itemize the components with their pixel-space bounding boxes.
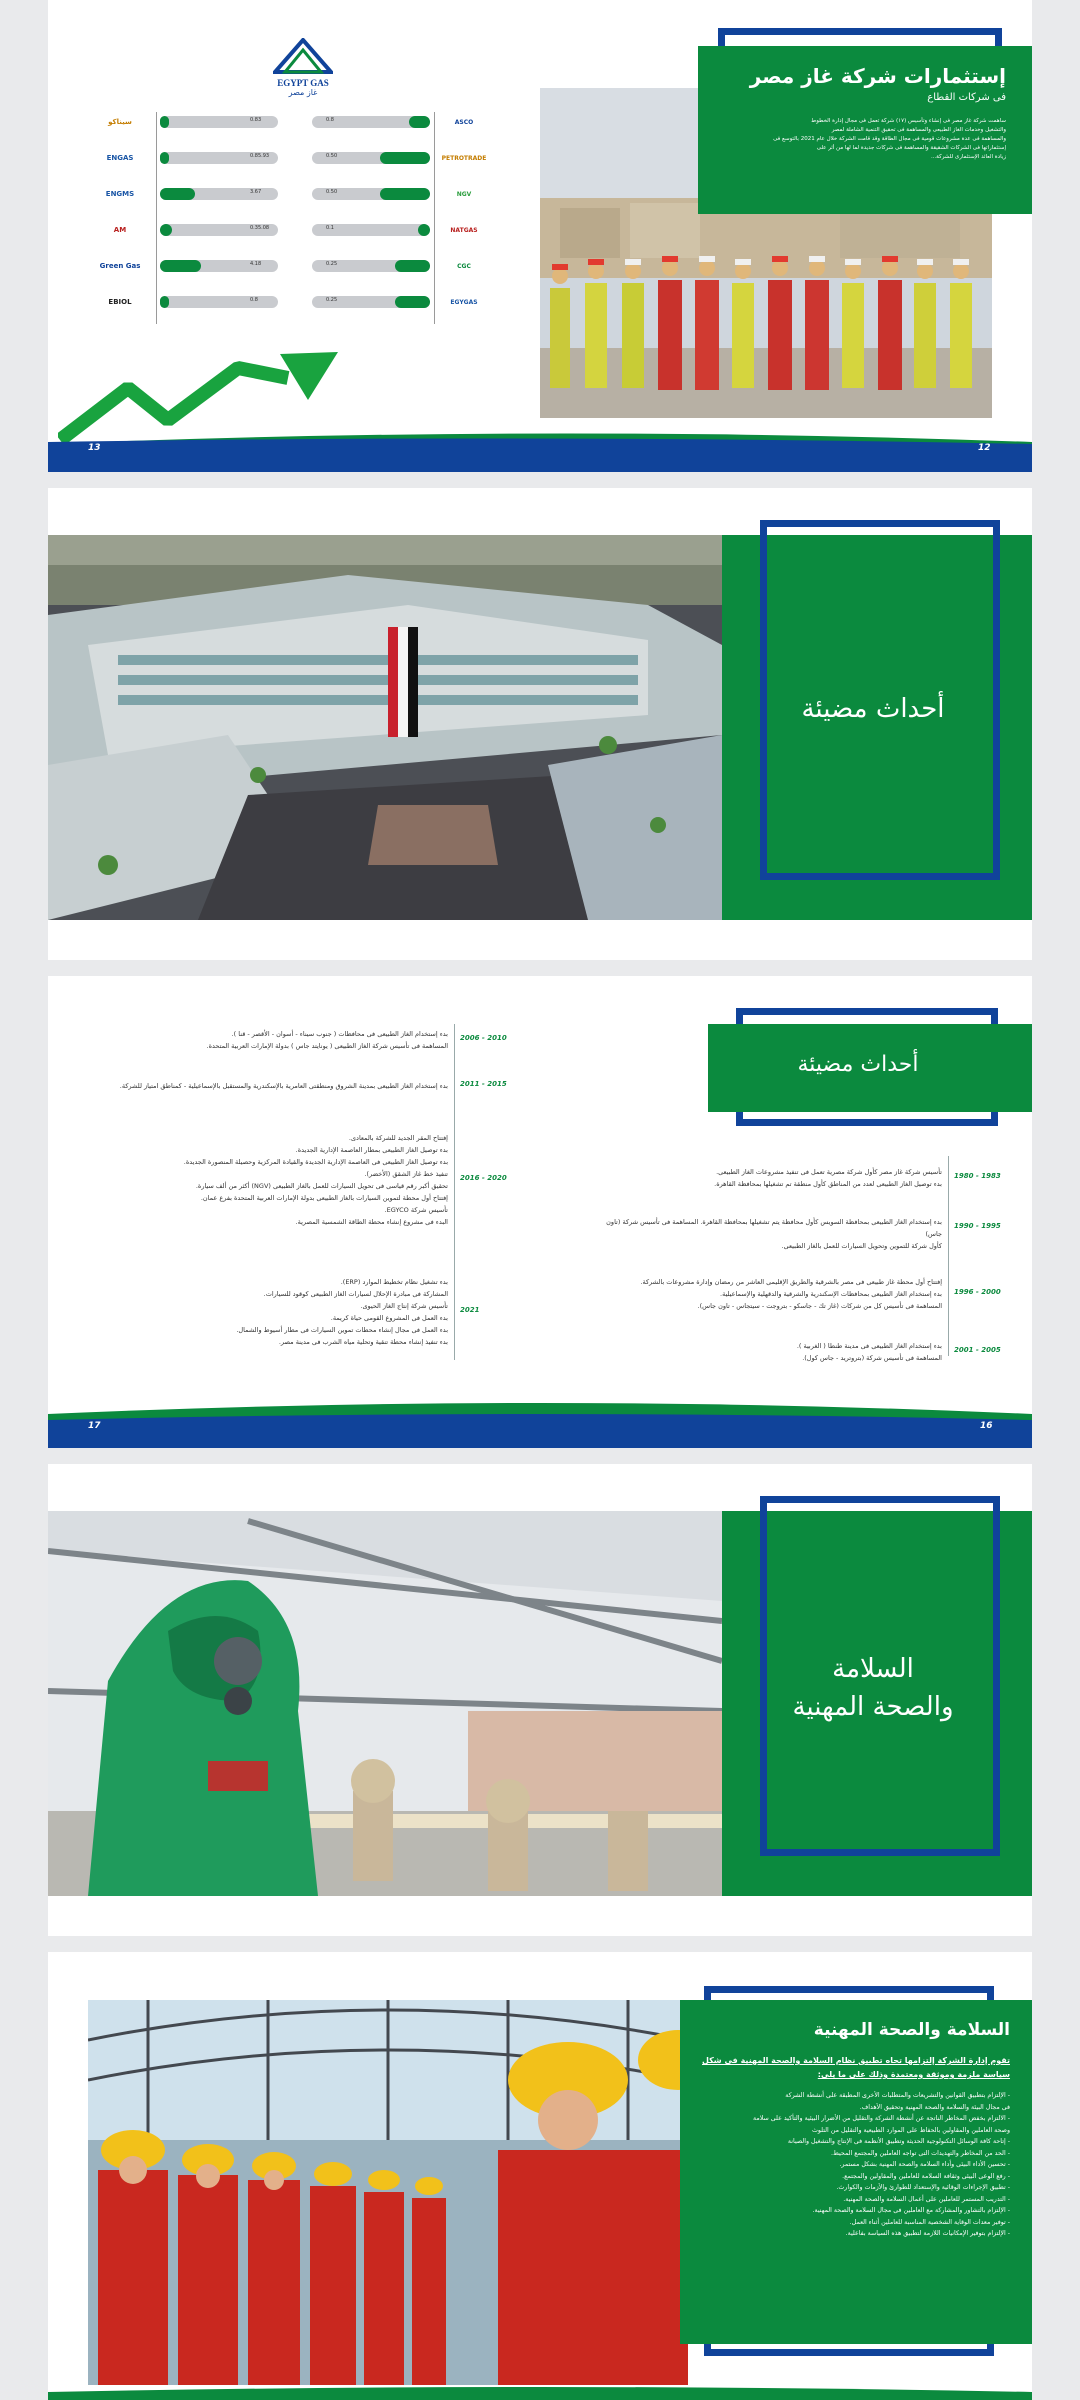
section-title-line2: والصحة المهنية bbox=[792, 1692, 954, 1722]
left-investment-bar bbox=[160, 116, 278, 128]
footer-wave bbox=[48, 1396, 1032, 1448]
left-company-logo: AM bbox=[113, 226, 127, 234]
timeline-year: 1980 - 1983 bbox=[954, 1172, 1001, 1180]
timeline-line: بدء توصيل الغاز الطبيعى بمطار العاصمة الإدارية الجديدة. bbox=[295, 1146, 448, 1154]
left-investment-bar bbox=[160, 152, 278, 164]
right-bar-fill bbox=[395, 260, 430, 272]
policy-item: - تطبيق الإجراءات الوقائية والإستعداد للطوارئ والأزمات والكوارث. bbox=[836, 2184, 1010, 2191]
timeline-line: إفتتاح أول محطة لتموين السيارات بالغاز الطبيعى بدولة الإمارات العربية المتحدة بفرع عمان. bbox=[200, 1194, 448, 1202]
timeline-year: 1996 - 2000 bbox=[954, 1288, 1001, 1296]
timeline-line: تأسيس شركة EGYCO. bbox=[384, 1206, 448, 1214]
egypt-gas-logo-mark bbox=[273, 38, 333, 74]
left-bar-fill bbox=[160, 224, 172, 236]
right-company-logo: PETROTRADE bbox=[441, 154, 487, 162]
policy-item: - توفير معدات الوقاية الشخصية المناسبة للعاملين أثناء العمل. bbox=[849, 2218, 1010, 2226]
intro-text: ساهمت شركة غاز مصر فى إنشاء وتأسيس (١٧) شركة تعمل فى مجال إدارة الخطوط والتشغيل وخدمات الغاز الطبيعى والمساهمة فى تحقيق التنمية الشاملة لمصر والمساهمة فى عدة مشروعات قومية فى مجال الطاقة وقد قامت الشركة خلال عام 2021 بالتوسع فى إستثماراتها فى الشركات الشقيقة والمساهمة فى شركات جديدة لما لها من أثر على زيادة العائد الإستثمارى للشركة... bbox=[773, 118, 1006, 160]
workers-line-photo bbox=[88, 2000, 688, 2385]
headquarters-aerial-photo bbox=[48, 535, 722, 920]
timeline-line: بدء إستخدام الغاز الطبيعى بمدينة الشروق ومنطقتى العامرية بالإسكندرية والمستقبل بالإسماعيلية - كمناطق امتياز للشركة. bbox=[119, 1082, 448, 1090]
safety-policy-page bbox=[48, 1952, 1032, 2400]
right-investment-bar bbox=[312, 188, 430, 200]
left-bar-value: 3.67 bbox=[250, 189, 262, 195]
right-bar-value: 0.50 bbox=[326, 153, 338, 159]
timeline-line: كأول شركة للتموين وتحويل السيارات للعمل بالغاز الطبيعى. bbox=[781, 1242, 942, 1250]
right-bar-value: 0.25 bbox=[326, 297, 338, 303]
left-bar-fill bbox=[160, 188, 195, 200]
left-bar-value: 0.83 bbox=[250, 117, 262, 123]
timeline-year: 2011 - 2015 bbox=[460, 1080, 507, 1088]
footer-wave bbox=[48, 2382, 1032, 2400]
timeline-entry bbox=[78, 1080, 448, 1092]
timeline-line: بدء تشغيل نظام تخطيط الموارد (ERP). bbox=[340, 1278, 448, 1286]
right-company-logo: ASCO bbox=[454, 118, 474, 126]
timeline-line: بدء إستخدام الغاز الطبيعى بمحافظات الإسكندرية والشرقية والدقهلية والإسماعيلية. bbox=[720, 1290, 942, 1298]
left-investment-bar bbox=[160, 260, 278, 272]
right-bar-fill bbox=[418, 224, 430, 236]
section-divider-highlights bbox=[48, 488, 1032, 960]
timeline-line: بدء إستخدام الغاز الطبيعى بمحافظة السويس كأول محافظة يتم تشغيلها بمحافظة القاهرة. المساهمة فى تأسيس شركة (تاون جاس) bbox=[606, 1218, 942, 1238]
timeline-line: البدء فى مشروع إنشاء محطة الطاقة الشمسية المصرية. bbox=[295, 1218, 448, 1226]
right-investment-bar bbox=[312, 260, 430, 272]
left-company-logo: ENGAS bbox=[106, 154, 134, 162]
timeline-year: 2001 - 2005 bbox=[954, 1346, 1001, 1354]
right-bar-fill bbox=[409, 116, 430, 128]
left-bar-value: 0.8 bbox=[250, 297, 258, 303]
policy-item: - الإلتزام بتوفير الإمكانيات اللازمة لتطبيق هذه السياسة بفاعلية. bbox=[845, 2230, 1010, 2237]
left-investment-bar bbox=[160, 188, 278, 200]
page-title: السلامة والصحة المهنية bbox=[813, 2020, 1010, 2040]
gas-mask-worker-photo bbox=[48, 1511, 722, 1896]
right-company-logo: CGC bbox=[457, 262, 471, 270]
section-title-line1: السلامة bbox=[832, 1654, 914, 1684]
right-bar-value: 0.1 bbox=[326, 225, 334, 231]
policy-item: فى مجال البيئة والسلامة والصحة المهنية وتحقيق الأهداف. bbox=[859, 2103, 1010, 2111]
timeline-line: بدء توصيل الغاز الطبيعى لعدد من المناطق كأول منطقة تم تشغيلها بمحافظة القاهرة. bbox=[714, 1180, 942, 1188]
spread-timeline bbox=[48, 976, 1032, 1448]
title-box bbox=[680, 2000, 1032, 2344]
policy-item: - الالتزام بخفض المخاطر الناتجة عن أنشطة الشركة والتقليل من الأضرار البيئية والتأكيد على سلامة bbox=[752, 2115, 1010, 2122]
timeline-line: إفتتاح أول محطة غاز طبيعى فى مصر بالشرقية والطريق الإقليمى العاشر من رمضان وإدارة مشروعات بالشركة. bbox=[640, 1278, 942, 1286]
left-company-logo: EBIOL bbox=[108, 298, 132, 306]
right-bar-fill bbox=[380, 188, 430, 200]
page-subtitle: فى شركات القطاع bbox=[927, 92, 1006, 103]
timeline-entry bbox=[78, 1028, 448, 1052]
left-company-logo: Green Gas bbox=[99, 262, 141, 270]
divider-right bbox=[434, 112, 435, 324]
right-bar-value: 0.50 bbox=[326, 189, 338, 195]
right-bar-fill bbox=[380, 152, 430, 164]
timeline-entry bbox=[78, 1132, 448, 1228]
title-box bbox=[698, 46, 1032, 214]
policy-intro: تقوم إدارة الشركة إلتزامها تجاه تطبيق نظام السلامة والصحة المهنية فى شكل سياسة ملزمة وموثقة ومعتمدة وذلك على ما يلى: bbox=[702, 2056, 1010, 2079]
timeline-line: بدء العمل فى مجال إنشاء محطات تموين السيارات فى مطار أسيوط والشمال. bbox=[236, 1326, 448, 1334]
timeline-line: المساهمة فى تأسيس شركة (بتروتريد - جاس كول). bbox=[802, 1354, 942, 1362]
policy-item: - رفع الوعى البيئى وثقافة السلامة للعاملين والمقاولين والمجتمع. bbox=[842, 2172, 1010, 2180]
section-divider-safety bbox=[48, 1464, 1032, 1936]
right-bar-value: 0.25 bbox=[326, 261, 338, 267]
spread-investments bbox=[48, 0, 1032, 472]
footer-wave bbox=[48, 420, 1032, 472]
timeline-year: 2006 - 2010 bbox=[460, 1034, 507, 1042]
left-bar-fill bbox=[160, 116, 169, 128]
right-company-logo: NGV bbox=[456, 190, 472, 198]
timeline-entry bbox=[588, 1276, 942, 1312]
timeline-year: 2016 - 2020 bbox=[460, 1174, 507, 1182]
left-investment-bar bbox=[160, 224, 278, 236]
page-number-left: 13 bbox=[88, 443, 101, 453]
timeline-line: تحقيق أكبر رقم قياسى فى تحويل السيارات للعمل بالغاز الطبيعى (NGV) أكثر من ألف سيارة. bbox=[195, 1182, 448, 1190]
right-company-logo: NATGAS bbox=[450, 226, 478, 234]
page-number-right: 16 bbox=[980, 1421, 993, 1431]
page-number-left: 17 bbox=[88, 1421, 101, 1431]
right-investment-bar bbox=[312, 152, 430, 164]
policy-item: - تحسين الأداء البيئى وأداء السلامة والصحة المهنية بشكل مستمر. bbox=[839, 2161, 1010, 2168]
timeline-line: بدء العمل فى المشروع القومى حياة كريمة. bbox=[330, 1314, 448, 1322]
left-bar-fill bbox=[160, 152, 169, 164]
policy-items bbox=[698, 2090, 1010, 2240]
timeline-line: بدء إستخدام الغاز الطبيعى فى مدينة طنطا ( الغربية ). bbox=[796, 1342, 942, 1350]
left-investment-bar bbox=[160, 296, 278, 308]
left-bar-fill bbox=[160, 260, 201, 272]
page-title: إستثمارات شركة غاز مصر bbox=[749, 64, 1006, 88]
left-company-logo: ENGMS bbox=[105, 190, 135, 198]
egypt-gas-logo bbox=[258, 38, 348, 100]
timeline-line: تنفيذ خط غاز الشقق (الأخضر). bbox=[364, 1170, 448, 1178]
timeline-line-right bbox=[948, 1156, 949, 1356]
timeline-line: بدء إستخدام الغاز الطبيعى فى محافظات ( جنوب سيناء - أسوان - الأقصر - قنا ). bbox=[231, 1030, 448, 1038]
timeline-line: بدء تنفيذ إنشاء محطة تنقية وتحلية مياه الشرب فى مدينة مصر. bbox=[278, 1338, 448, 1346]
left-bar-value: 0.85.93 bbox=[250, 153, 270, 159]
right-bar-fill bbox=[395, 296, 430, 308]
timeline-entry bbox=[588, 1166, 942, 1190]
left-company-logo: سيناكو bbox=[108, 118, 132, 126]
timeline-line: المساهمة فى تأسيس كل من شركات (غاز تك - جاسكو - بتروجت - سيتجاس - تاون جاس). bbox=[697, 1302, 942, 1310]
timeline-entry bbox=[588, 1216, 942, 1252]
left-bar-value: 4.18 bbox=[250, 261, 262, 267]
timeline-line: إفتتاح المقر الجديد للشركة بالمعادى. bbox=[348, 1134, 448, 1142]
policy-item: وصحة العاملين والمقاولين بالحفاظ على الموارد الطبيعية والتقليل من التلوث bbox=[811, 2126, 1010, 2134]
timeline-entry bbox=[588, 1340, 942, 1364]
right-company-logo: EGYGAS bbox=[450, 298, 478, 306]
right-investment-bar bbox=[312, 224, 430, 236]
section-title: أحداث مضيئة bbox=[801, 694, 945, 724]
right-investment-bar bbox=[312, 296, 430, 308]
right-investment-bar bbox=[312, 116, 430, 128]
timeline-year: 2021 bbox=[460, 1306, 480, 1314]
right-bar-value: 0.8 bbox=[326, 117, 334, 123]
left-bar-fill bbox=[160, 296, 169, 308]
logo-name: EGYPT GAS bbox=[277, 78, 329, 88]
policy-item: - إتاحة كافة الوسائل التكنولوجية الحديثة وتطبيق الأنظمة فى الإنتاج والتشغيل والصيانة bbox=[787, 2138, 1010, 2145]
logo-name-ar: غاز مصر bbox=[288, 88, 318, 97]
policy-item: - الإلتزام بتطبيق القوانين والتشريعات والمتطلبات الأخرى المطبقة على أنشطة الشركة bbox=[785, 2092, 1010, 2099]
policy-item: - الحد من المخاطر والتهديدات التى تواجه العاملين والمجتمع المحيط. bbox=[831, 2149, 1010, 2157]
timeline-line: تأسيس شركة إنتاج الغاز الحيوى. bbox=[360, 1302, 448, 1310]
timeline-year: 1990 - 1995 bbox=[954, 1222, 1001, 1230]
section-title: أحداث مضيئة bbox=[797, 1052, 919, 1077]
page-number-right: 12 bbox=[978, 443, 991, 453]
left-bar-value: 0.35.08 bbox=[250, 225, 270, 231]
divider-left bbox=[156, 112, 157, 324]
timeline-line: المشاركة فى مبادرة الإحلال لسيارات الغاز الطبيعى كوقود للسيارات. bbox=[263, 1290, 448, 1298]
timeline-line: تأسيس شركة غاز مصر كأول شركة مصرية تعمل فى تنفيذ مشروعات الغاز الطبيعى. bbox=[716, 1168, 942, 1176]
timeline-line: المساهمة فى تأسيس شركة الغاز الطبيعى ( يونايتد جاس ) بدولة الإمارات العربية المتحدة. bbox=[206, 1042, 448, 1050]
policy-item: - الإلتزام بالتشاور والمشاركة مع العاملين فى مجال السلامة والصحة المهنية. bbox=[812, 2207, 1010, 2214]
timeline-line: بدء توصيل الغاز الطبيعى فى العاصمة الإدارية الجديدة والقيادة المركزية وحصيلة المنصورة الجديدة. bbox=[183, 1158, 448, 1166]
timeline-line-left bbox=[454, 1024, 455, 1360]
timeline-entry bbox=[78, 1276, 448, 1348]
policy-item: - التدريب المستمر للعاملين على أعمال السلامة والصحة المهنية. bbox=[843, 2195, 1010, 2203]
